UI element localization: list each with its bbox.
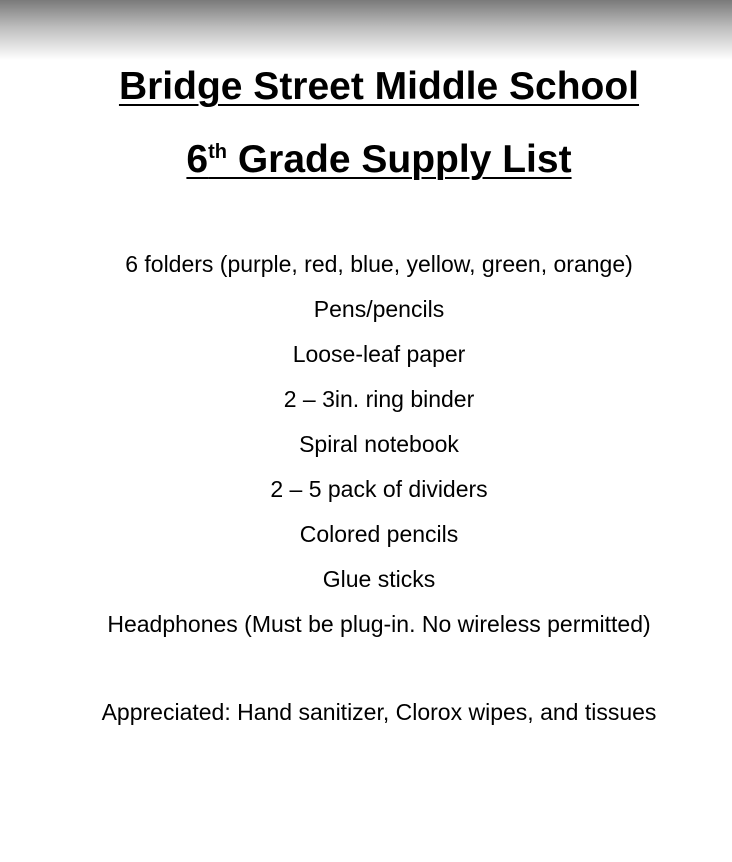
supply-item-headphones: Headphones (Must be plug-in. No wireless permitted) [107,611,651,637]
supply-item-folders: 6 folders (purple, red, blue, yellow, green, orange) [125,251,633,277]
supply-item-colored-pencils: Colored pencils [299,521,459,547]
list-title-text: Grade Supply List [227,138,572,181]
supply-item-loose-leaf-paper: Loose-leaf paper [292,341,466,367]
supply-item-spiral-notebook: Spiral notebook [299,431,459,457]
appreciated-note: Appreciated: Hand sanitizer, Clorox wipes, and tissues [101,699,657,725]
grade-suffix: th [208,141,227,163]
supply-items-list [0,248,732,653]
supply-item-dividers: 2 – 5 pack of dividers [270,476,488,502]
supply-item-glue-sticks: Glue sticks [322,566,436,592]
supply-item-ring-binder: 2 – 3in. ring binder [283,386,475,412]
school-name-title: Bridge Street Middle School [118,65,640,108]
supply-item-pens-pencils: Pens/pencils [313,296,445,322]
grade-number: 6 [186,138,209,181]
grade-supply-list-title [0,137,732,183]
